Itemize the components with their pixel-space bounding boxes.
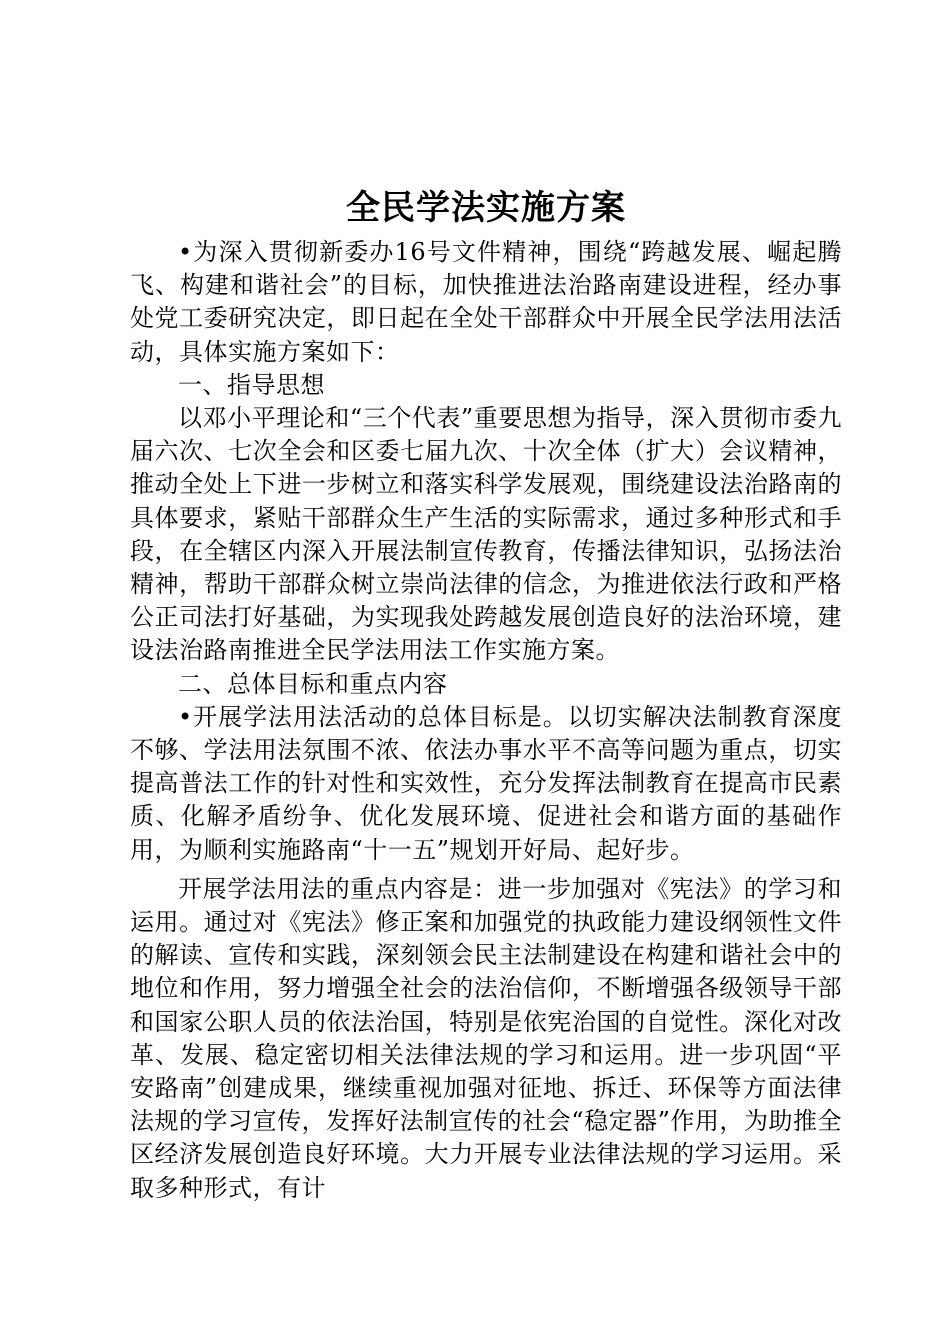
section-heading-goals-and-content: 二、总体目标和重点内容 (178, 669, 448, 698)
document-page (130, 180, 842, 1205)
section-heading-guiding-ideology: 一、指导思想 (178, 370, 325, 399)
guiding-ideology-paragraph: 以邓小平理论和“三个代表”重要思想为指导，深入贯彻市委九届六次、七次全会和区委七届九次、十次全体（扩大）会议精神，推动全处上下进一步树立和落实科学发展观，围绕建设法治路南的具体要求，紧贴干部群众生产生活的实际需求，通过多种形式和手段，在全辖区内深入开展法制宣传教育，传播法律知识，弘扬法治精神，帮助干部群众树立崇尚法律的信念，为推进依法行政和严格公正司法打好基础，为实现我处跨越发展创造良好的法治环境，建设法治路南推进全民学法用法工作实施方案。 (130, 404, 842, 665)
document-title: 全民学法实施方案 (346, 188, 626, 228)
key-content-paragraph: 开展学法用法的重点内容是：进一步加强对《宪法》的学习和运用。通过对《宪法》修正案和加强党的执政能力建设纲领性文件的解读、宣传和实践，深刻领会民主法制建设在构建和谐社会中的地位和作用，努力增强全社会的法治信仰，不断增强各级领导干部和国家公职人员的依法治国，特别是依宪治国的自觉性。深化对改革、发展、稳定密切相关法律法规的学习和运用。进一步巩固“平安路南”创建成果，继续重视加强对征地、拆迁、环保等方面法律法规的学习宣传，发挥好法制宣传的社会“稳定器”作用，为助推全区经济发展创造良好环境。大力开展专业法律法规的学习运用。采取多种形式，有计 (130, 874, 842, 1202)
overall-goal-paragraph: •开展学法用法活动的总体目标是。以切实解决法制教育深度不够、学法用法氛围不浓、依法办事水平不高等问题为重点，切实提高普法工作的针对性和实效性，充分发挥法制教育在提高市民素质、化解矛盾纷争、优化发展环境、促进社会和谐方面的基础作用，为顺利实施路南“十一五”规划开好局、起好步。 (130, 702, 842, 864)
intro-paragraph: •为深入贯彻新委办16号文件精神，围绕“跨越发展、崛起腾飞、构建和谐社会”的目标，加快推进法治路南建设进程，经办事处党工委研究决定，即日起在全处干部群众中开展全民学法用法活动，具体实施方案如下： (130, 238, 842, 366)
